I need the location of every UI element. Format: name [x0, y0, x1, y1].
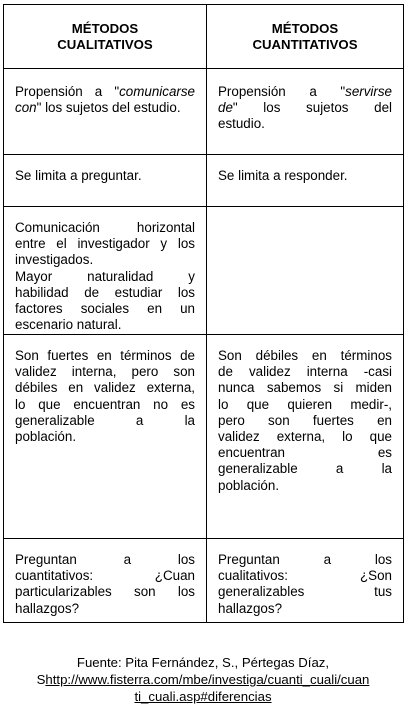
text-segment: " los sujetos del estudio.	[36, 100, 181, 116]
text-segment: Comunicación horizontal	[15, 220, 195, 235]
text-segment: lo que encuentran no es	[15, 396, 195, 412]
cell-text-line	[15, 100, 195, 116]
cell-text-line	[15, 236, 195, 252]
cell-text-line	[218, 478, 392, 494]
cell-text-line	[218, 100, 392, 116]
text-segment: Se limita a responder.	[218, 168, 348, 183]
cell-text-line	[15, 413, 195, 429]
cell-text-line	[15, 552, 195, 568]
text-segment: Son débiles en términos	[218, 348, 392, 363]
table-row	[4, 207, 404, 335]
text-segment: investigados.	[15, 252, 94, 268]
cell-text-line	[15, 317, 195, 333]
cell-text-line	[15, 380, 195, 396]
cell-text-line	[218, 445, 392, 461]
text-segment: población.	[218, 477, 280, 493]
text-segment: población.	[15, 429, 77, 445]
source-caption	[3, 654, 403, 705]
text-segment: validez externa, lo que	[218, 429, 392, 445]
cell-text-line	[218, 429, 392, 445]
cell-text-line	[218, 116, 392, 132]
cell-text-line	[15, 168, 195, 184]
emphasis-text: comunicarse	[119, 84, 195, 99]
cell-text-line	[218, 397, 392, 413]
text-segment: Mayor naturalidad y	[15, 268, 195, 284]
emphasis-text: con	[15, 100, 37, 116]
text-segment: escenario natural.	[15, 317, 122, 333]
cell-quantitative	[207, 335, 404, 539]
cell-qualitative	[4, 69, 207, 155]
cell-text-line	[218, 601, 392, 617]
cell-text-line	[218, 584, 392, 600]
text-segment: estudio.	[218, 116, 265, 132]
text-segment: nunca sabemos si miden	[218, 380, 392, 396]
header-quantitative	[207, 5, 404, 69]
cell-text-line	[15, 301, 195, 317]
header-quantitative-line-2: CUANTITATIVOS	[252, 36, 358, 52]
text-segment: factores sociales en un	[15, 301, 195, 317]
cell-text-line	[15, 252, 195, 268]
cell-text-line	[218, 84, 392, 100]
text-segment: habilidad de estudiar los	[15, 284, 195, 300]
cell-quantitative	[207, 207, 404, 335]
cell-qualitative	[4, 335, 207, 539]
cell-text-line	[15, 285, 195, 301]
text-segment: pero son fuertes en	[218, 412, 392, 428]
header-quantitative-line-1: MÉTODOS	[271, 20, 339, 36]
caption-line-1: Fuente: Pita Fernández, S., Pértegas Díaz,	[76, 655, 330, 670]
cell-text-line	[218, 461, 392, 477]
caption-url-prefix: S	[36, 672, 46, 687]
text-segment: generalizable a la	[218, 461, 392, 477]
text-segment: generalizables tus	[218, 584, 392, 600]
header-qualitative-line-2: CUALITATIVOS	[57, 36, 153, 52]
text-segment: Son fuertes en términos de	[15, 348, 195, 363]
text-segment: encuentran es	[218, 445, 392, 461]
table-row	[4, 155, 404, 207]
table-row	[4, 69, 404, 155]
table-row	[4, 539, 404, 623]
cell-text-line	[218, 380, 392, 396]
cell-quantitative	[207, 539, 404, 623]
cell-qualitative	[4, 539, 207, 623]
comparison-table-wrapper	[3, 4, 403, 623]
table-row	[4, 335, 404, 539]
cell-text-line	[15, 220, 195, 236]
text-segment: Se limita a preguntar.	[15, 168, 142, 183]
text-segment: Propensión a "	[15, 84, 120, 99]
cell-text-line	[218, 168, 392, 184]
emphasis-text: servirse	[345, 84, 392, 99]
text-segment: Preguntan a los	[15, 552, 195, 567]
text-segment: particularizables son los	[15, 584, 195, 600]
header-row	[4, 5, 404, 69]
text-segment: lo que quieren medir-,	[218, 396, 392, 412]
cell-text-line	[15, 568, 195, 584]
cell-text-line	[218, 552, 392, 568]
cell-text-line	[15, 364, 195, 380]
cell-text-line	[15, 397, 195, 413]
caption-url-part-2[interactable]: ti_cuali.asp#diferencias	[134, 689, 272, 704]
comparison-table	[3, 4, 404, 623]
header-qualitative-line-1: MÉTODOS	[71, 20, 139, 36]
cell-text-line	[218, 364, 392, 380]
text-segment: generalizable a la	[15, 412, 195, 428]
cell-text-line	[218, 568, 392, 584]
text-segment: hallazgos?	[218, 600, 283, 616]
text-segment: cuantitativos: ¿Cuan	[15, 568, 195, 584]
cell-text-line	[218, 348, 392, 364]
text-segment: " los sujetos del	[232, 100, 392, 116]
cell-quantitative	[207, 155, 404, 207]
cell-text-line	[15, 429, 195, 445]
caption-url-part-1[interactable]: http://www.fisterra.com/mbe/investiga/cuanti_cuali/cuan	[45, 672, 370, 687]
cell-text-line	[15, 269, 195, 285]
text-segment: débiles en validez externa,	[15, 380, 195, 396]
cell-qualitative	[4, 155, 207, 207]
cell-quantitative	[207, 69, 404, 155]
caption-line-2	[3, 671, 403, 688]
text-segment: Propensión a "	[218, 84, 346, 99]
cell-text-line	[15, 584, 195, 600]
text-segment: entre el investigador y los	[15, 236, 195, 252]
text-segment: cualitativos: ¿Son	[218, 568, 392, 584]
cell-qualitative	[4, 207, 207, 335]
emphasis-text: de	[218, 100, 233, 116]
cell-text-line	[15, 84, 195, 100]
text-segment: Preguntan a los	[218, 552, 392, 567]
text-segment: validez interna, pero son	[15, 364, 195, 380]
text-segment: hallazgos?	[15, 600, 80, 616]
cell-text-line	[218, 413, 392, 429]
cell-text-line	[15, 348, 195, 364]
header-qualitative	[4, 5, 207, 69]
text-segment: de validez interna -casi	[218, 364, 392, 380]
cell-text-line	[15, 601, 195, 617]
